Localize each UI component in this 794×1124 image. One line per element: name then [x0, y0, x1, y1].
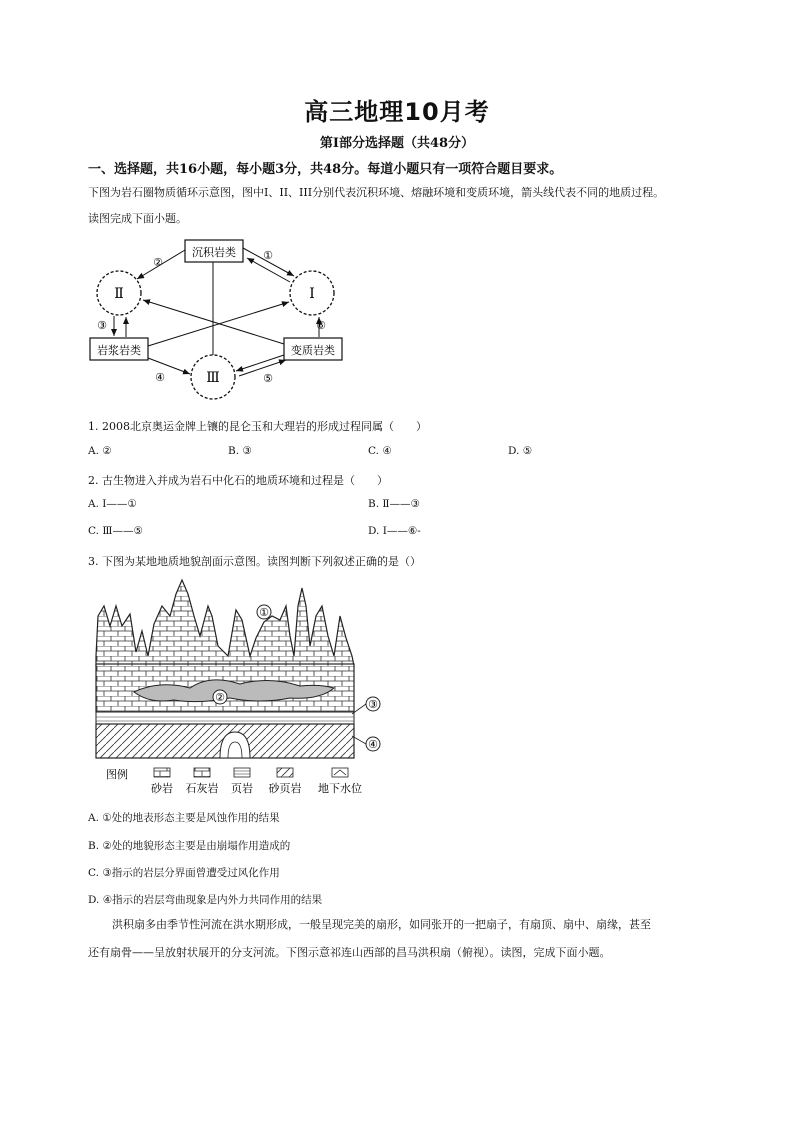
legend-water-table: 地下水位: [318, 782, 362, 795]
marker-3: ③: [368, 698, 378, 711]
q1-stem: 1. 2008北京奥运金牌上镶的昆仑玉和大理岩的形成过程同属（ ）: [88, 420, 427, 433]
intro2-line-2: 还有扇骨——呈放射状展开的分支河流。下图示意祁连山西部的昌马洪积扇（俯视）。读图，完成下面小题。: [88, 946, 611, 959]
marker-1: ①: [259, 606, 269, 619]
q3-option-a[interactable]: A. ①处的地表形态主要是风蚀作用的结果: [88, 812, 280, 824]
marker-4: ④: [368, 738, 378, 751]
q3-option-d[interactable]: D. ④指示的岩层弯曲现象是内外力共同作用的结果: [88, 894, 323, 906]
legend-shale: 页岩: [231, 782, 253, 795]
page-subtitle: 第Ⅰ部分选择题（共48分）: [319, 136, 475, 151]
process-5: ⑤: [263, 372, 273, 385]
magmatic-label: 岩浆岩类: [97, 344, 141, 357]
env-III-label: Ⅲ: [206, 370, 220, 386]
env-I-label: I: [309, 286, 315, 302]
q1-option-d[interactable]: D. ⑤: [508, 445, 533, 457]
env-II-label: Ⅱ: [114, 286, 124, 302]
process-6: ⑥: [316, 319, 326, 332]
geologic-profile-diagram: [90, 576, 390, 800]
process-3: ③: [97, 319, 107, 332]
q1-option-c[interactable]: C. ④: [368, 445, 392, 457]
process-2: ②: [153, 256, 163, 269]
intro-line-1: 下图为岩石圈物质循环示意图，图中I、II、III分别代表沉积环境、熔融环境和变质环境，箭头线代表不同的地质过程。: [88, 186, 665, 199]
marker-2: ②: [215, 691, 225, 704]
metamorphic-label: 变质岩类: [291, 344, 335, 357]
q2-option-d[interactable]: D. I——⑥-: [368, 525, 421, 537]
legend-sandstone: 砂岩: [151, 782, 173, 795]
q1-option-a[interactable]: A. ②: [88, 445, 112, 457]
rock-cycle-diagram: [84, 236, 364, 404]
q2-option-a[interactable]: A. I——①: [88, 498, 137, 510]
page-title: 高三地理10月考: [304, 98, 490, 126]
q1-option-b[interactable]: B. ③: [228, 445, 252, 457]
q2-option-c[interactable]: C. Ⅲ——⑤: [88, 525, 143, 537]
legend-title: 图例: [106, 768, 128, 781]
sedimentary-label: 沉积岩类: [192, 246, 236, 259]
intro2-line-1: 洪积扇多由季节性河流在洪水期形成，一般呈现完美的扇形，如同张开的一把扇子，有扇顶、扇中、扇缘，甚至: [112, 918, 651, 931]
legend-sandy-shale: 砂页岩: [268, 782, 302, 795]
section-heading: 一、选择题，共16小题，每小题3分，共48分。每道小题只有一项符合题目要求。: [88, 162, 563, 177]
q3-option-c[interactable]: C. ③指示的岩层分界面曾遭受过风化作用: [88, 867, 280, 879]
intro-line-2: 读图完成下面小题。: [88, 212, 187, 225]
q2-stem: 2. 古生物进入并成为岩石中化石的地质环境和过程是（ ）: [88, 474, 388, 487]
process-4: ④: [155, 371, 165, 384]
legend-limestone: 石灰岩: [185, 782, 219, 795]
q3-option-b[interactable]: B. ②处的地貌形态主要是由崩塌作用造成的: [88, 840, 291, 852]
q3-stem: 3. 下图为某地地质地貌剖面示意图。读图判断下列叙述正确的是（）: [88, 555, 421, 568]
process-1: ①: [263, 249, 273, 262]
q2-option-b[interactable]: B. Ⅱ——③: [368, 498, 420, 510]
